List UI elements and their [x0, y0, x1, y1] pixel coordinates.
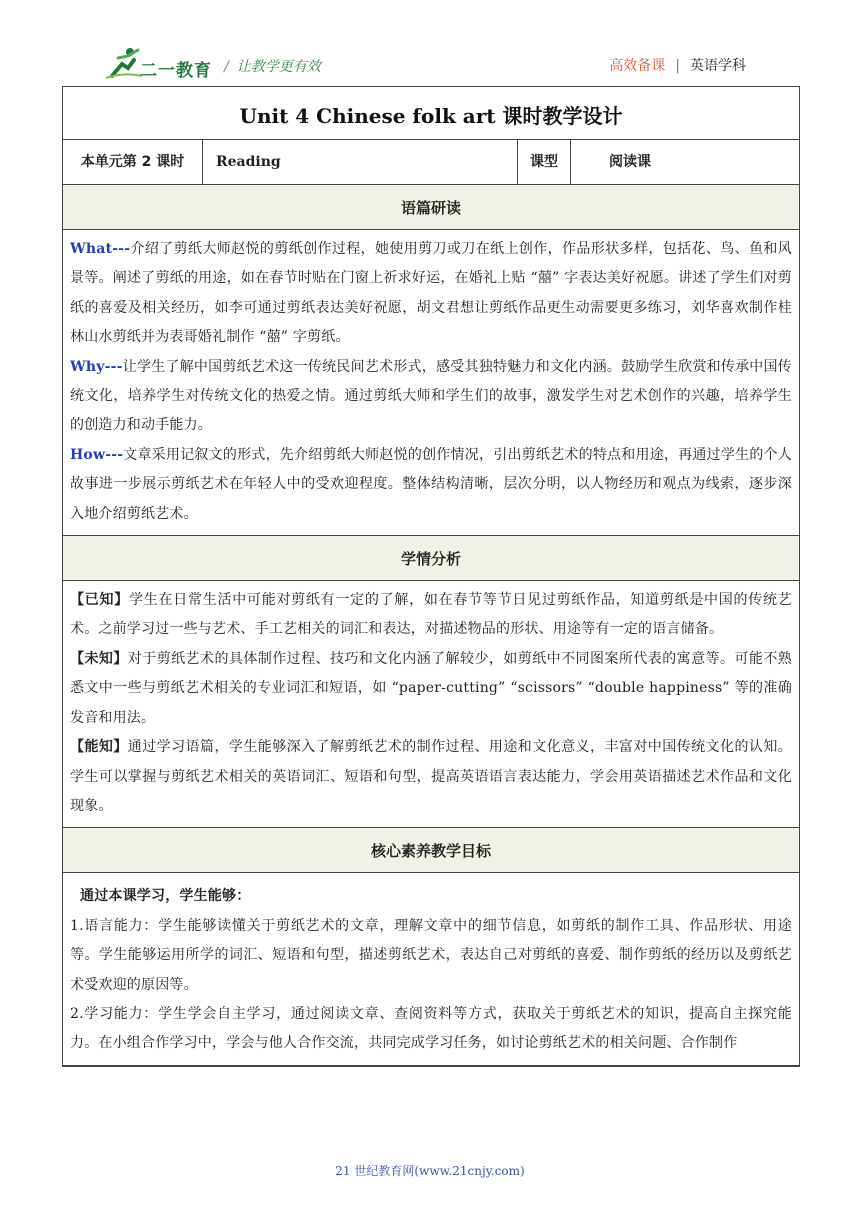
section-body-objectives: [63, 873, 799, 1065]
why-text: 让学生了解中国剪纸艺术这一传统民间艺术形式，感受其独特魅力和文化内涵。鼓励学生欣赏和传承中国传统文化，培养学生对传统文化的热爱之情。通过剪纸大师和学生们的故事，激发学生对艺术创作的兴趣，培养学生的创造力和动手能力。: [70, 358, 792, 434]
lesson-plan-table: [62, 86, 800, 1067]
how-label: How---: [70, 446, 124, 463]
meta-row: [63, 140, 799, 185]
known-paragraph: [70, 586, 792, 645]
lesson-type-label: 课型: [518, 140, 571, 184]
goal-learning: 2.学习能力：学生学会自主学习，通过阅读文章、查阅资料等方式，获取关于剪纸艺术的知识，提高自主探究能力。在小组合作学习中，学会与他人合作交流，共同完成学习任务，如讨论剪纸艺术的相关问题、合作制作: [70, 1005, 792, 1052]
lesson-number: 本单元第 2 课时: [63, 140, 203, 184]
document-title: Unit 4 Chinese folk art 课时教学设计: [63, 87, 799, 140]
section-body-text-analysis: [63, 230, 799, 536]
lesson-type-value: 阅读课: [609, 154, 651, 170]
what-paragraph: [70, 235, 792, 353]
footer-source: 21 世纪教育网(www.21cnjy.com): [335, 1164, 525, 1178]
unknown-text: 对于剪纸艺术的具体制作过程、技巧和文化内涵了解较少，如剪纸中不同图案所代表的寓意等。可能不熟悉文中一些与剪纸艺术相关的专业词汇和短语，如 “paper-cutting” “scissors” “double happiness” 等的准确发音和用法。: [70, 650, 792, 726]
header-primary-label: 高效备课: [609, 58, 666, 74]
slogan: / 让教学更有效: [224, 59, 321, 75]
can-paragraph: [70, 733, 792, 821]
page-header: [0, 0, 860, 86]
lesson-topic: Reading: [203, 140, 518, 184]
unknown-label: 【未知】: [70, 650, 128, 667]
why-label: Why---: [70, 358, 123, 375]
objectives-intro: 通过本课学习，学生能够：: [80, 888, 251, 905]
why-paragraph: [70, 353, 792, 441]
header-subject: [609, 55, 746, 75]
known-text: 学生在日常生活中可能对剪纸有一定的了解，如在春节等节日见过剪纸作品，知道剪纸是中国的传统艺术。之前学习过一些与艺术、手工艺相关的词汇和表达，对描述物品的形状、用途等有一定的语言储备。: [70, 592, 792, 638]
how-text: 文章采用记叙文的形式，先介绍剪纸大师赵悦的创作情况，引出剪纸艺术的特点和用途，再通过学生的个人故事进一步展示剪纸艺术在年轻人中的受欢迎程度。整体结构清晰，层次分明，以人物经历和观点为线索，逐步深入地介绍剪纸艺术。: [70, 446, 792, 522]
what-text: 介绍了剪纸大师赵悦的剪纸创作过程，她使用剪刀或刀在纸上创作，作品形状多样，包括花、鸟、鱼和风景等。阐述了剪纸的用途，如在春节时贴在门窗上祈求好运，在婚礼上贴 “囍” 字表达美好祝愿。讲述了学生们对剪纸的喜爱及相关经历，如李可通过剪纸表达美好祝愿，胡文君想让剪纸作品更生动需要更多练习，刘华喜欢制作桂林山水剪纸并为表哥婚礼制作 “囍” 字剪纸。: [70, 241, 792, 346]
goal-language: 1.语言能力：学生能够读懂关于剪纸艺术的文章，理解文章中的细节信息，如剪纸的制作工具、作品形状、用途等。学生能够运用所学的词汇、短语和句型，描述剪纸艺术，表达自己对剪纸的喜爱、制作剪纸的经历以及剪纸艺术受欢迎的原因等。: [70, 917, 792, 993]
runner-logo-icon: [104, 46, 144, 82]
header-separator: |: [675, 58, 680, 74]
section-body-learner-analysis: [63, 581, 799, 828]
logo-text: 二一教育: [140, 61, 212, 81]
unknown-paragraph: [70, 645, 792, 733]
what-label: What---: [70, 241, 131, 257]
can-text: 通过学习语篇，学生能够深入了解剪纸艺术的制作过程、用途和文化意义，丰富对中国传统文化的认知。学生可以掌握与剪纸艺术相关的英语词汇、短语和句型，提高英语语言表达能力，学会用英语描述艺术作品和文化现象。: [70, 739, 792, 814]
header-subject-label: 英语学科: [690, 58, 746, 74]
how-paragraph: [70, 441, 792, 529]
section-heading-learner-analysis: 学情分析: [63, 536, 799, 581]
slogan-text: 让教学更有效: [236, 59, 321, 75]
known-label: 【已知】: [70, 592, 129, 609]
can-label: 【能知】: [70, 739, 128, 756]
section-heading-text-analysis: 语篇研读: [63, 185, 799, 230]
section-heading-objectives: 核心素养教学目标: [63, 828, 799, 873]
